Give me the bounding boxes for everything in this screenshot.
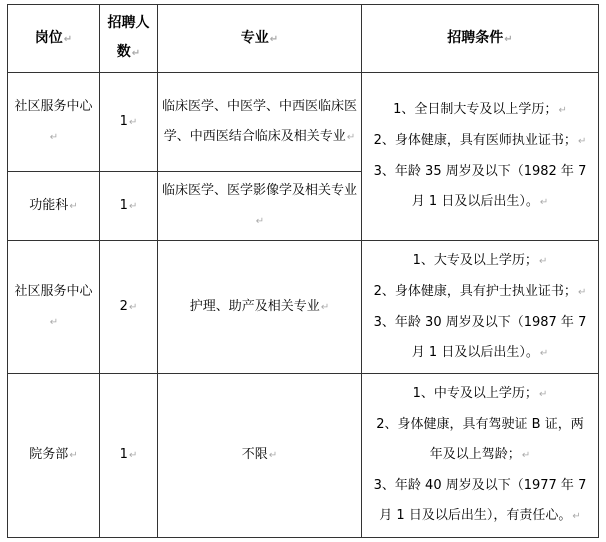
paragraph-mark: ↵: [577, 286, 587, 298]
condition-line: 1、全日制大专及以上学历；↵: [393, 102, 567, 117]
cell-major: 临床医学、中医学、中西医临床医学、中西医结合临床及相关专业↵: [158, 73, 362, 172]
table-header-row: [8, 5, 599, 73]
paragraph-mark: ↵: [572, 511, 581, 522]
recruitment-table: [7, 4, 599, 538]
condition-line: 月 1 日及以后出生）。↵: [411, 194, 549, 209]
paragraph-mark: ↵: [320, 301, 330, 313]
paragraph-mark: ↵: [521, 450, 531, 461]
table-row: [8, 241, 599, 374]
paragraph-mark: ↵: [558, 105, 567, 116]
condition-line: 3、年龄 40 周岁及以下（1977 年 7: [373, 478, 587, 493]
paragraph-mark: ↵: [49, 316, 59, 328]
cell-count: 1↵: [100, 374, 158, 538]
paragraph-mark: ↵: [131, 48, 141, 59]
condition-line: 2、身体健康，具有医师执业证书；↵: [373, 133, 587, 148]
cell-count: 1↵: [100, 172, 158, 241]
header-count: 招聘人 数↵: [100, 5, 158, 73]
cell-conditions: [362, 374, 599, 538]
paragraph-mark: ↵: [69, 450, 78, 461]
cell-position: 社区服务中心↵: [8, 73, 100, 172]
paragraph-mark: ↵: [268, 450, 278, 461]
paragraph-mark: ↵: [128, 301, 138, 313]
table-row: [8, 374, 599, 538]
cell-count: 2↵: [100, 241, 158, 374]
condition-line: 年及以上驾龄；↵: [429, 447, 531, 462]
condition-line: 1、大专及以上学历；↵: [412, 252, 548, 268]
header-position: 岗位↵: [8, 5, 100, 73]
condition-line: 3、年龄 30 周岁及以下（1987 年 7: [373, 314, 587, 330]
paragraph-mark: ↵: [128, 200, 138, 212]
paragraph-mark: ↵: [346, 131, 356, 143]
paragraph-mark: ↵: [538, 389, 548, 400]
cell-conditions: [362, 241, 599, 374]
cell-major: 不限↵: [158, 374, 362, 538]
cell-position: 功能科↵: [8, 172, 100, 241]
condition-line: 1、中专及以上学历；↵: [412, 386, 548, 401]
header-conditions: 招聘条件↵: [362, 5, 599, 73]
condition-line: 月 1 日及以后出生），有责任心。↵: [379, 508, 581, 523]
cell-count: 1↵: [100, 73, 158, 172]
condition-line: 月 1 日及以后出生）。↵: [411, 344, 549, 360]
paragraph-mark: ↵: [255, 215, 265, 227]
cell-conditions: [362, 73, 599, 241]
condition-line: 3、年龄 35 周岁及以下（1982 年 7: [373, 164, 587, 179]
header-major: 专业↵: [158, 5, 362, 73]
paragraph-mark: ↵: [49, 131, 59, 143]
condition-line: 2、身体健康，具有护士执业证书；↵: [373, 283, 587, 299]
cell-major: 护理、助产及相关专业↵: [158, 241, 362, 374]
paragraph-mark: ↵: [128, 450, 138, 461]
cell-position: 院务部↵: [8, 374, 100, 538]
table-row: [8, 73, 599, 172]
paragraph-mark: ↵: [539, 347, 549, 359]
paragraph-mark: ↵: [577, 136, 587, 147]
cell-major: 临床医学、医学影像学及相关专业↵: [158, 172, 362, 241]
paragraph-mark: ↵: [538, 255, 548, 267]
paragraph-mark: ↵: [69, 200, 78, 212]
paragraph-mark: ↵: [269, 33, 279, 45]
condition-line: 2、身体健康，具有驾驶证 B 证，两: [376, 417, 584, 432]
paragraph-mark: ↵: [63, 33, 73, 45]
paragraph-mark: ↵: [128, 116, 138, 128]
paragraph-mark: ↵: [539, 197, 549, 208]
paragraph-mark: ↵: [504, 33, 513, 45]
cell-position: 社区服务中心↵: [8, 241, 100, 374]
